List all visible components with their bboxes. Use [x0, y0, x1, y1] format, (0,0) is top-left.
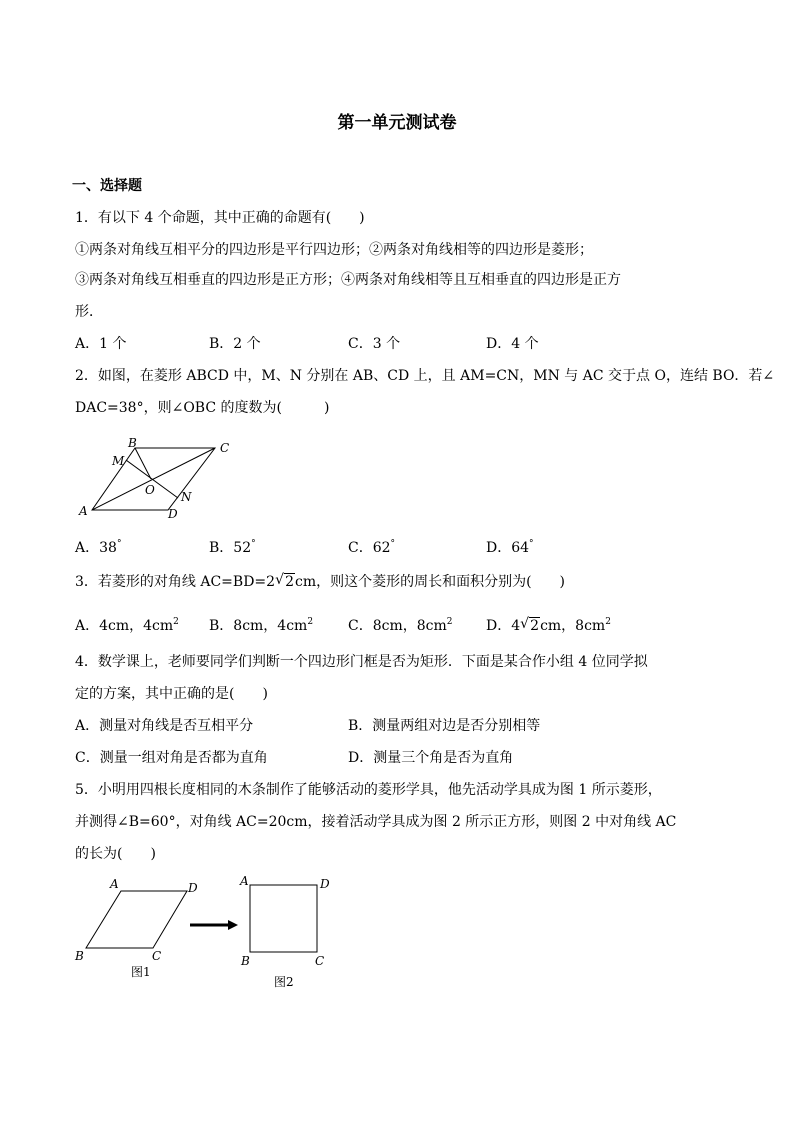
q2-line1: 2．如图，在菱形 ABCD 中，M、N 分别在 AB、CD 上，且 AM=CN，MN 与 AC 交于点 O，连结 BO．若∠: [75, 368, 775, 384]
fig2-caption: 图2: [274, 975, 294, 989]
q5-line1: 5．小明用四根长度相同的木条制作了能够活动的菱形学具，他先活动学具成为图 1 所示菱形，: [75, 782, 662, 798]
q1-option-c: C．3 个: [348, 336, 401, 352]
q4-line2: 定的方案，其中正确的是( ): [75, 686, 268, 702]
q1-option-b: B．2 个: [209, 336, 261, 352]
q1-line3: 形．: [75, 304, 103, 320]
arrow-icon: [190, 920, 238, 930]
q5-line2: 并测得∠B=60°，对角线 AC=20cm，接着活动学具成为图 2 所示正方形，则图 2 中对角线 AC: [75, 814, 677, 830]
q4-option-c: C．测量一组对角是否都为直角: [75, 750, 268, 766]
q4-option-d: D．测量三个角是否为直角: [348, 750, 514, 766]
q1-line1: ①两条对角线互相平分的四边形是平行四边形；②两条对角线相等的四边形是菱形；: [75, 242, 593, 258]
q3-option-c: C．8cm，$8cm^2$: [348, 617, 453, 634]
q2-line2: DAC=38°，则∠OBC 的度数为( ): [75, 400, 330, 416]
fig2-label-a: A: [240, 874, 249, 888]
fig2-label-d: D: [320, 877, 330, 891]
q2-option-b: B．52°: [209, 539, 256, 556]
label-n: N: [181, 490, 192, 504]
q4-option-a: A．测量对角线是否互相平分: [75, 718, 254, 734]
fig2-square: [250, 885, 317, 952]
q1-stem: 1．有以下 4 个命题，其中正确的命题有( ): [75, 210, 365, 226]
q5-line3: 的长为( ): [75, 846, 156, 862]
fig1-label-b: B: [75, 949, 84, 963]
fig1-rhombus: [86, 891, 187, 948]
fig1-label-d: D: [188, 881, 198, 895]
label-m: M: [112, 454, 125, 468]
fig2-label-c: C: [315, 954, 325, 968]
q2-option-c: C．62°: [348, 539, 396, 556]
q1-option-a: A．1 个: [75, 336, 127, 352]
q3-option-d: D．4 √ 2cm，$8cm^2$: [486, 616, 611, 634]
fig1-caption: 图1: [131, 965, 151, 979]
fig1-label-a: A: [110, 877, 119, 891]
label-c: C: [220, 441, 230, 455]
section-heading: 一、选择题: [72, 178, 142, 194]
q3-option-b: B．8cm，$4cm^2$: [209, 617, 314, 634]
q2-option-d: D．64°: [486, 539, 534, 556]
q4-line1: 4．数学课上，老师要同学们判断一个四边形门框是否为矩形．下面是某合作小组 4 位同学拟: [75, 654, 648, 670]
q1-line2: ③两条对角线互相垂直的四边形是正方形；④两条对角线相等且互相垂直的四边形是正方: [75, 272, 621, 288]
page-title: 第一单元测试卷: [337, 113, 457, 133]
fig2-label-b: B: [241, 954, 250, 968]
sqrt-symbol: √ 2: [275, 572, 294, 590]
label-b: B: [128, 436, 137, 450]
fig1-label-c: C: [152, 949, 162, 963]
label-d: D: [168, 507, 178, 521]
q2-option-a: A．38°: [75, 539, 122, 556]
sqrt-symbol: √ 2: [520, 616, 540, 634]
q1-option-d: D．4 个: [486, 336, 539, 352]
q3-option-a: A．4cm，$4cm^2$: [75, 617, 179, 634]
q4-option-b: B．测量两组对边是否分别相等: [348, 718, 541, 734]
label-a: A: [79, 504, 88, 518]
q3-stem: 3．若菱形的对角线 AC=BD=2 √ 2cm，则这个菱形的周长和面积分别为( ): [75, 572, 566, 590]
label-o: O: [145, 483, 155, 497]
